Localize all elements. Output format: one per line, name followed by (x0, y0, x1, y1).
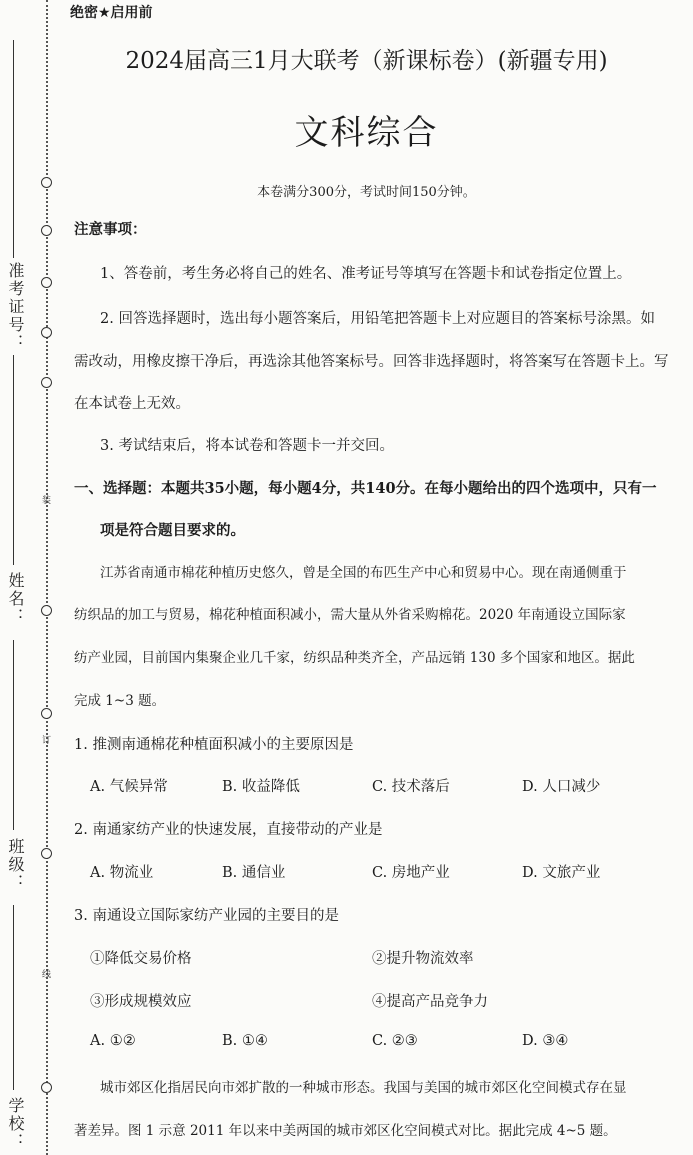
binding-dotted-line (46, 0, 48, 1155)
section-heading: 项是符合题目要求的。 (100, 522, 245, 539)
exam-number-label: 准考证号： (6, 262, 25, 352)
option-c: C. 技术落后 (372, 779, 450, 795)
field-line (13, 905, 14, 1090)
note-item: 1、答卷前，考生务必将自己的姓名、准考证号等填写在答题卡和试卷指定位置上。 (100, 266, 632, 282)
name-label: 姓名： (6, 572, 25, 626)
binding-hole (41, 708, 52, 719)
passage-line: 纺产业园，目前国内集聚企业几千家，纺织品种类齐全，产品远销 130 多个国家和地区。据此 (74, 650, 635, 666)
binding-hole (41, 377, 52, 388)
option-b: B. ①④ (222, 1033, 268, 1049)
question-stem: 1. 推测南通棉花种植面积减小的主要原因是 (74, 737, 354, 753)
passage-line: 著差异。图 1 示意 2011 年以来中美两国的城市郊区化空间模式对比。据此完成 4~5 题。 (74, 1123, 617, 1139)
binding-char: 线 (42, 970, 52, 980)
passage-line: 纺织品的加工与贸易，棉花种植面积减小，需大量从外省采购棉花。2020 年南通设立国际家 (74, 607, 626, 623)
option-d: D. 人口减少 (522, 779, 601, 795)
note-item: 3. 考试结束后，将本试卷和答题卡一并交回。 (100, 438, 394, 454)
binding-hole (41, 277, 52, 288)
binding-hole (41, 1082, 52, 1093)
section-heading: 一、选择题：本题共35小题，每小题4分，共140分。在每小题给出的四个选项中，只有一 (74, 480, 657, 497)
note-item: 2. 回答选择题时，选出每小题答案后，用铅笔把答题卡上对应题目的答案标号涂黑。如 (100, 311, 655, 327)
question-stem: 3. 南通设立国际家纺产业园的主要目的是 (74, 908, 339, 924)
passage-line: 完成 1~3 题。 (74, 693, 166, 709)
field-line (13, 355, 14, 565)
option-a: A. 气候异常 (90, 779, 168, 795)
passage-line: 城市郊区化指居民向市郊扩散的一种城市形态。我国与美国的城市郊区化空间模式存在显 (100, 1080, 627, 1096)
question-stem: 2. 南通家纺产业的快速发展，直接带动的产业是 (74, 822, 383, 838)
subject-title: 文科综合 (294, 113, 439, 153)
note-item: 需改动，用橡皮擦干净后，再选涂其他答案标号。回答非选择题时，将答案写在答题卡上。写 (74, 354, 669, 370)
binding-hole (41, 848, 52, 859)
school-label: 学校： (6, 1097, 25, 1151)
option-d: D. 文旅产业 (522, 865, 601, 881)
option-a: A. 物流业 (90, 865, 154, 881)
option-b: B. 通信业 (222, 865, 286, 881)
field-line (13, 640, 14, 830)
note-item: 在本试卷上无效。 (74, 396, 190, 412)
option-c: C. 房地产业 (372, 865, 450, 881)
option-d: D. ③④ (522, 1033, 569, 1049)
binding-hole (41, 327, 52, 338)
class-label: 班级： (6, 838, 25, 892)
option-a: A. ①② (90, 1033, 136, 1049)
statement: ③形成规模效应 (90, 994, 192, 1010)
binding-char: 装 (42, 496, 52, 506)
option-c: C. ②③ (372, 1033, 418, 1049)
notes-heading: 注意事项： (74, 221, 147, 238)
binding-hole (41, 605, 52, 616)
confidential-mark: 绝密★启用前 (70, 5, 153, 21)
passage-line: 江苏省南通市棉花种植历史悠久，曾是全国的布匹生产中心和贸易中心。现在南通侧重于 (100, 565, 627, 581)
statement: ④提高产品竞争力 (372, 994, 488, 1010)
option-b: B. 收益降低 (222, 779, 300, 795)
binding-hole (41, 225, 52, 236)
statement: ①降低交易价格 (90, 951, 192, 967)
exam-info: 本卷满分300分，考试时间150分钟。 (257, 185, 476, 200)
exam-title: 2024届高三1月大联考（新课标卷）(新疆专用) (125, 48, 608, 74)
statement: ②提升物流效率 (372, 951, 474, 967)
binding-char: 订 (42, 736, 52, 746)
